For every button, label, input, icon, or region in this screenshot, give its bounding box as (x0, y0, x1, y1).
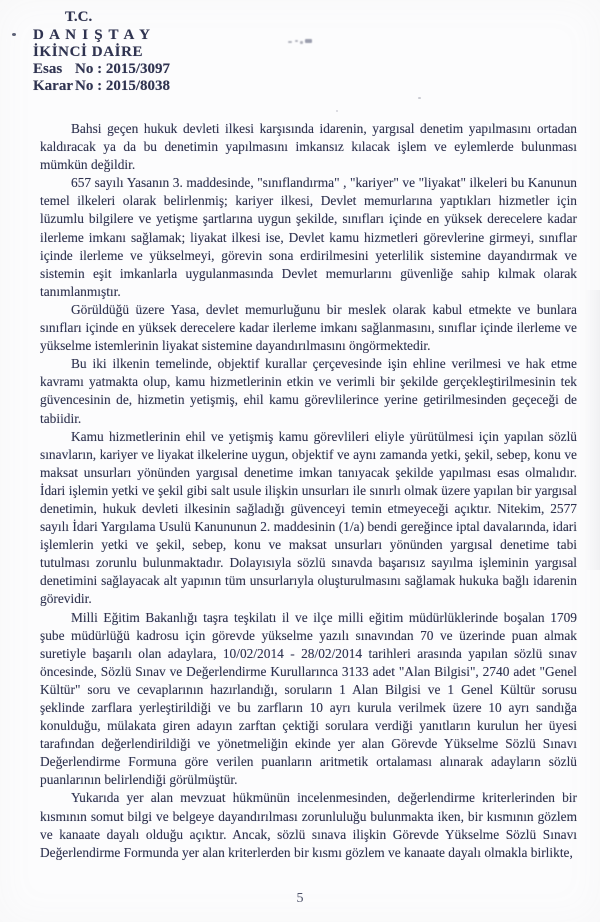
paragraph-judicial-review: Kamu hizmetlerinin ehil ve yetişmiş kamu görevlileri eliyle yürütülmesi için yapılan sözlü sınavların, kariyer ve liyakat ilkelerine uygun, objektif ve aynı zamanda yetki, şekil, sebep, konu ve maksat unsurları yönünden yargısal denetime imkan tanıyacak şekilde yapılması esas olmalıdır. İdari işlemin yetki ve şekil gibi salt usule ilişkin unsurları ile sınırlı olmak üzere yapılan bir yargısal denetimin, hukuk devleti ilkesinin sağladığı güvenceyi temin etmeyeceği açıktır. Nitekim, 2577 sayılı İdari Yargılama Usulü Kanununun 2. maddesinin (1/a) bendi gereğince iptal davalarında, idari işlemlerin yetki ve şekil, sebep, konu ve maksat unsurları yönünden yargısal denetime tabi tutulması zorunlu bulunmaktadır. Dolayısıyla sözlü sınavda başarısız sayılma işleminin yargısal denetimini sağlayacak alt yapının tüm unsurlarıyla oluşturulmasını sağlamak hukuka bağlı idarenin görevidir. (40, 428, 577, 607)
scan-edge-streak (584, 290, 600, 570)
page-number: 5 (296, 891, 304, 906)
scan-speck (418, 97, 421, 99)
case-number-row-karar (33, 78, 170, 95)
esas-label: Esas (33, 61, 63, 77)
scan-speck (336, 110, 338, 112)
karar-label: Karar (33, 78, 73, 94)
paragraph-exam-procedure: Milli Eğitim Bakanlığı taşra teşkilatı il ve ilçe milli eğitim müdürlüklerinde boşalan 1709 şube müdürlüğü kadrosu için görevde yükselme yazılı sınavından 70 ve üzerinde puan almak suretiyle başarılı olan adaylara, 10/02/2014 - 28/02/2014 tarihleri arasında yapılan sözlü sınav öncesinde, Sözlü Sınav ve Değerlendirme Kurullarınca 3133 adet "Alan Bilgisi", 2740 adet "Genel Kültür" soru ve cevaplarının hazırlandığı, soruların 1 Alan Bilgisi ve 1 Genel Kültür sorusu şeklinde zarflara yerleştirildiği ve bu zarfların 10 ayrı kurula verilmek üzere 10 ayrı sandığa konulduğu, mülakata giren adayın zarftan çektiği sorulara verdiği yanıtların kurulun her üyesi tarafından değerlendirildiği ve yönetmeliğin ekinde yer alan Görevde Yükselme Sözlü Sınavı Değerlendirme Formuna göre verilen puanların aritmetik ortalaması alınarak adayların sözlü puanlarının belirlendiği görülmüştür. (40, 609, 577, 788)
header-chamber-name: İKİNCİ DAİRE (33, 44, 144, 60)
paragraph-evaluation-criteria: Yukarıda yer alan mevzuat hükmünün incelenmesinden, değerlendirme kriterlerinden bir kısmının somut bilgi ve belgeye dayandırılması zorunluluğu bulunmakta iken, bir kısmının gözlem ve kanaate dayalı olduğu açıktır. Ancak, sözlü sınava ilişkin Görevde Yükselme Sözlü Sınavı Değerlendirme Formunda yer alan kriterlerden bir kısmı gözlem ve kanaate dayalı olmakla birlikte, (40, 790, 577, 860)
header-republic-abbrev: T.C. (65, 9, 93, 25)
esas-number: No : 2015/3097 (75, 61, 170, 77)
paragraph-law-657-principles: 657 sayılı Yasanın 3. maddesinde, "sınıflandırma" , "kariyer" ve "liyakat" ilkeleri bu Kanunun temel ilkeleri olarak belirlenmiş; kariyer ilkesi, Devlet memurlarına yaptıkları hizmetler için lüzumlu bilgilere ve yetişme şartlarına uygun şekilde, sınıfları içinde en yüksek derecelere kadar ilerleme imkanı sağlamak; liyakat ilkesi ise, Devlet kamu hizmetleri görevlerine girmeyi, sınıflar içinde ilerleme ve yükselmeyi, görevin sona erdirilmesini yeterlilik sistemine dayandırmak ve sistemin eşit imkanlarla uygulanmasında Devlet memurlarını güvenliğe sahip kılmak olarak tanımlanmıştır. (40, 175, 577, 299)
header-court-name: D A N I Ş T A Y (33, 27, 152, 43)
document-header (33, 9, 170, 95)
paragraph-merit-system: Görüldüğü üzere Yasa, devlet memurluğunu bir meslek olarak kabul etmekte ve bunlara sınıfları içinde en yüksek derecelere kadar ilerleme imkanı sağlanmasını, sınıflar içinde ilerleme ve yükselme istemlerinin liyakat sistemine dayandırılmasını öngörmektedir. (40, 301, 577, 354)
decision-body-text (40, 120, 577, 862)
karar-number: No : 2015/8038 (75, 78, 170, 94)
case-number-row-esas (33, 61, 170, 78)
paragraph-rule-of-law: Bahsi geçen hukuk devleti ilkesi karşısında idarenin, yargısal denetim yapılmasını ortadan kaldıracak ya da bu denetimin yapılmasını imkansız kılacak işlem ve eylemlerde bulunması mümkün değildir. (40, 121, 577, 173)
page-footer (0, 891, 600, 907)
scan-smudge (288, 38, 318, 45)
paragraph-objective-rules: Bu iki ilkenin temelinde, objektif kurallar çerçevesinde işin ehline verilmesi ve hak etme kavramı yatmakta olup, kamu hizmetlerinin etkin ve verimli bir şekilde gerçekleştirilmesinin tek güvencesinin de, hizmetin yetişmiş, ehil kamu görevlilerince yerine getirilmesinden geçeceği de tabiidir. (40, 356, 577, 426)
scan-margin-dot (12, 33, 16, 36)
